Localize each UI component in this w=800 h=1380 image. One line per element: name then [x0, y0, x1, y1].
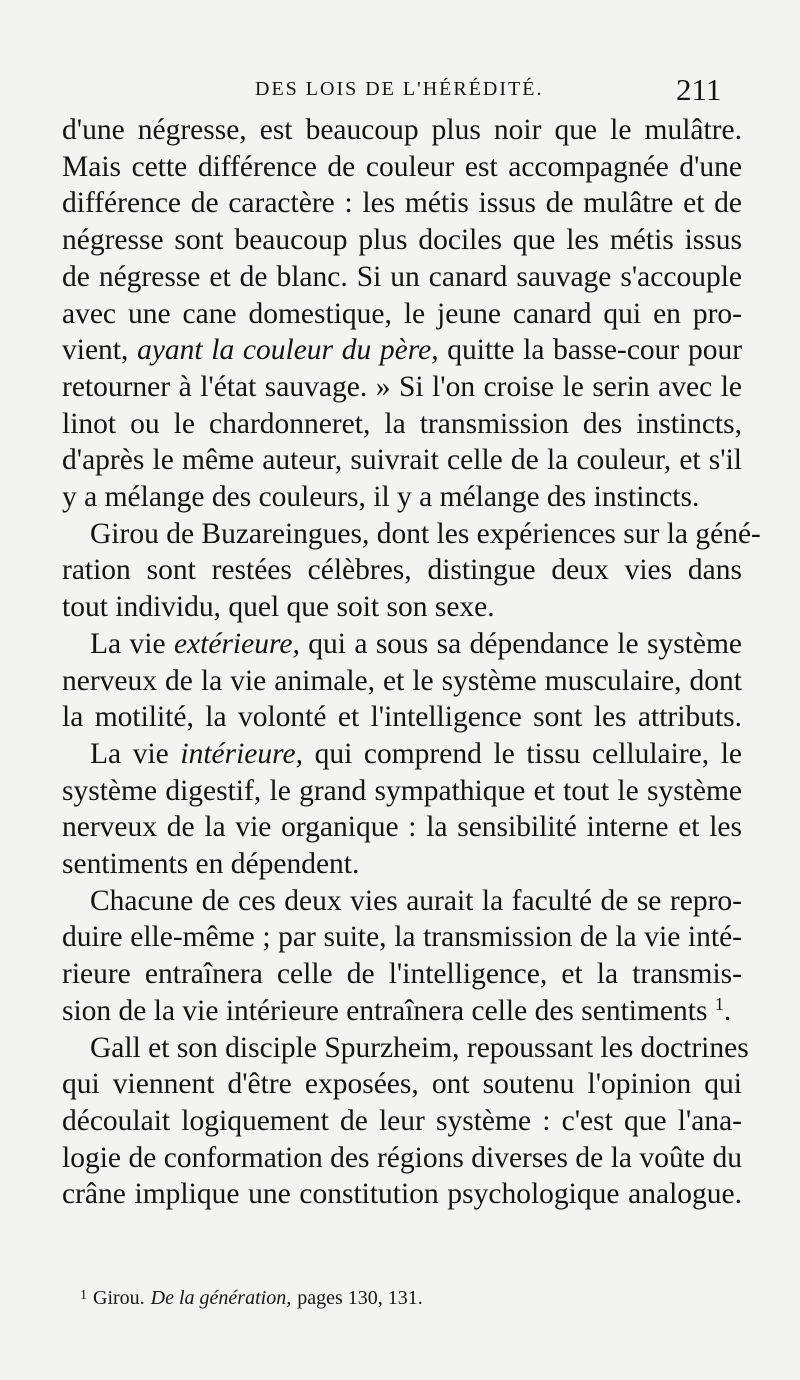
text-line: retourner à l'état sauvage. » Si l'on croise le serin avec le	[62, 370, 742, 403]
paragraph-2	[62, 516, 761, 626]
running-title: DES LOIS DE L'HÉRÉDITÉ.	[255, 78, 544, 100]
text-line: de négresse et de blanc. Si un canard sauvage s'accouple	[62, 260, 742, 293]
footnote-reference: 1	[714, 993, 724, 1014]
text-line: avec une cane domestique, le jeune canard qui en pro-	[62, 297, 742, 330]
italic-phrase: intérieure,	[180, 737, 303, 770]
text-run: La vie	[90, 627, 166, 660]
paragraph-6	[62, 1030, 749, 1214]
paragraph-3	[62, 626, 742, 736]
paragraph-5	[62, 883, 742, 1030]
text-line: système digestif, le grand sympathique et tout le système	[62, 774, 742, 807]
paragraph-4	[62, 736, 742, 883]
text-line: d'après le même auteur, suivrait celle de la couleur, et s'il	[62, 444, 742, 477]
text-line: ration sont restées célèbres, distingue deux vies dans	[62, 554, 742, 587]
footnote-author: Girou.	[93, 1287, 145, 1309]
running-header	[0, 72, 800, 112]
text-line: différence de caractère : les métis issus de mulâtre et de	[62, 187, 742, 220]
text-line: nerveux de la vie animale, et le système musculaire, dont	[62, 664, 742, 697]
paragraph-1	[62, 112, 742, 516]
text-line	[62, 736, 742, 773]
footnote	[80, 1287, 423, 1310]
text-line: linot ou le chardonneret, la transmission des instincts,	[62, 407, 742, 440]
text-line: Chacune de ces deux vies aurait la faculté de se repro-	[90, 884, 742, 917]
footnote-pages: pages 130, 131.	[297, 1287, 423, 1309]
italic-phrase: extérieure,	[173, 627, 300, 660]
text-run: La vie	[90, 737, 169, 770]
text-run: qui a sous sa dépendance le système	[308, 627, 743, 660]
text-line: nerveux de la vie organique : la sensibilité interne et les	[62, 811, 742, 844]
text-line	[62, 626, 742, 663]
text-run: qui comprend le tissu cellulaire, le	[314, 737, 743, 770]
footnote-work-title: De la génération,	[150, 1287, 292, 1309]
text-line: logie de conformation des régions diverses de la voûte du	[62, 1141, 742, 1174]
text-line	[62, 993, 742, 1030]
text-line: tout individu, quel que soit son sexe.	[62, 591, 495, 624]
text-line: Gall et son disciple Spurzheim, repoussant les doctrines	[90, 1031, 749, 1064]
text-line: Girou de Buzareingues, dont les expériences sur la géné-	[90, 517, 761, 550]
text-line: découlait logiquement de leur système : c'est que l'ana-	[62, 1104, 742, 1137]
italic-phrase: ayant la couleur du père,	[137, 334, 439, 367]
text-line: Mais cette différence de couleur est accompagnée d'une	[62, 150, 742, 183]
text-run: quitte la basse-cour pour	[447, 334, 743, 367]
footnote-mark: 1	[80, 1288, 87, 1303]
text-line	[62, 332, 742, 369]
text-line: sentiments en dépendent.	[62, 848, 360, 881]
text-line: y a mélange des couleurs, il y a mélange des instincts.	[62, 481, 700, 514]
text-line: qui viennent d'être exposées, ont soutenu l'opinion qui	[62, 1068, 742, 1101]
text-run: .	[723, 994, 732, 1027]
text-run: sion de la vie intérieure entraînera celle des sentiments	[62, 994, 708, 1027]
text-line: rieure entraînera celle de l'intelligence, et la transmis-	[62, 958, 742, 991]
text-line: duire elle-même ; par suite, la transmission de la vie inté-	[62, 921, 742, 954]
text-run: vient,	[62, 334, 129, 367]
text-line: négresse sont beaucoup plus dociles que les métis issus	[62, 224, 742, 257]
page-number: 211	[676, 72, 722, 107]
text-line: la motilité, la volonté et l'intelligence sont les attributs.	[62, 701, 742, 734]
body-text	[62, 112, 761, 1213]
text-line: crâne implique une constitution psychologique analogue.	[62, 1178, 742, 1211]
text-line: d'une négresse, est beaucoup plus noir que le mulâtre.	[62, 114, 742, 146]
